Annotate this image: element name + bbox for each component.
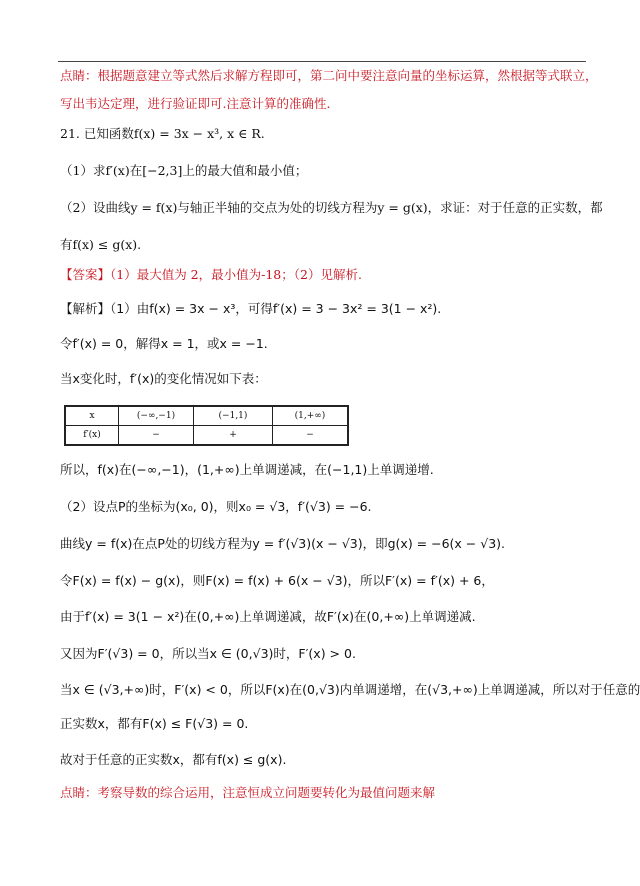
- note1-line2: 写出韦达定理，进行验证即可.注意计算的准确性.: [60, 96, 331, 111]
- problem-part1: （1）求f′(x)在[−2,3]上的最大值和最小值；: [60, 163, 308, 178]
- analysis-line9: 又因为F′(√3) = 0，所以当x ∈ (0,√3)时，F′(x) > 0.: [60, 646, 356, 661]
- analysis-line6: 曲线y = f(x)在点P处的切线方程为y = f′(√3)(x − √3)，即g(x) = −6(x − √3).: [60, 536, 506, 551]
- table-cell: −: [119, 426, 194, 446]
- problem-title: 21. 已知函数f(x) = 3x − x³, x ∈ R.: [60, 126, 265, 141]
- table-header-cell: (−∞,−1): [119, 406, 194, 426]
- analysis-line12: 故对于任意的正实数x，都有f(x) ≤ g(x).: [60, 752, 287, 767]
- problem-part2-line1: （2）设曲线y = f(x)与轴正半轴的交点为处的切线方程为y = g(x)，求证：对于任意的正实数，都: [60, 200, 603, 215]
- problem-part2-line2: 有f(x) ≤ g(x).: [60, 237, 142, 252]
- analysis-line4: 所以，f(x)在(−∞,−1)，(1,+∞)上单调递减，在(−1,1)上单调递增.: [60, 462, 434, 477]
- note1-line1: 点睛：根据题意建立等式然后求解方程即可，第二问中要注意向量的坐标运算，然根据等式联立，: [60, 68, 598, 83]
- table-header-cell: (1,+∞): [273, 406, 349, 426]
- analysis-line10: 当x ∈ (√3,+∞)时，F′(x) < 0，所以F(x)在(0,√3)内单调递增，在(√3,+∞)上单调递减，所以对于任意的: [60, 682, 640, 697]
- note2-line: 点睛：考察导数的综合运用，注意恒成立问题要转化为最值问题来解: [60, 785, 436, 800]
- analysis-line3: 当x变化时，f′(x)的变化情况如下表：: [60, 371, 267, 386]
- table-cell: f′(x): [65, 426, 119, 446]
- table-header-cell: x: [65, 406, 119, 426]
- analysis-line2: 令f′(x) = 0，解得x = 1，或x = −1.: [60, 336, 268, 351]
- analysis-line1: 【解析】（1）由f(x) = 3x − x³，可得f′(x) = 3 − 3x² = 3(1 − x²).: [60, 301, 442, 316]
- table-cell: −: [273, 426, 349, 446]
- table-header-row: [65, 406, 348, 426]
- analysis-line11: 正实数x，都有F(x) ≤ F(√3) = 0.: [60, 716, 249, 731]
- variation-table: [64, 405, 349, 446]
- table-row: [65, 426, 348, 446]
- analysis-line5: （2）设点P的坐标为(x₀, 0)，则x₀ = √3，f′(√3) = −6.: [60, 499, 372, 514]
- table-cell: +: [194, 426, 273, 446]
- analysis-line7: 令F(x) = f(x) − g(x)，则F(x) = f(x) + 6(x − √3)，所以F′(x) = f′(x) + 6，: [60, 573, 494, 588]
- top-rule: [58, 61, 586, 62]
- answer-line: 【答案】（1）最大值为 2，最小值为-18；（2）见解析.: [60, 267, 362, 282]
- analysis-line8: 由于f′(x) = 3(1 − x²)在(0,+∞)上单调递减，故F′(x)在(0,+∞)上单调递减.: [60, 609, 476, 624]
- table-header-cell: (−1,1): [194, 406, 273, 426]
